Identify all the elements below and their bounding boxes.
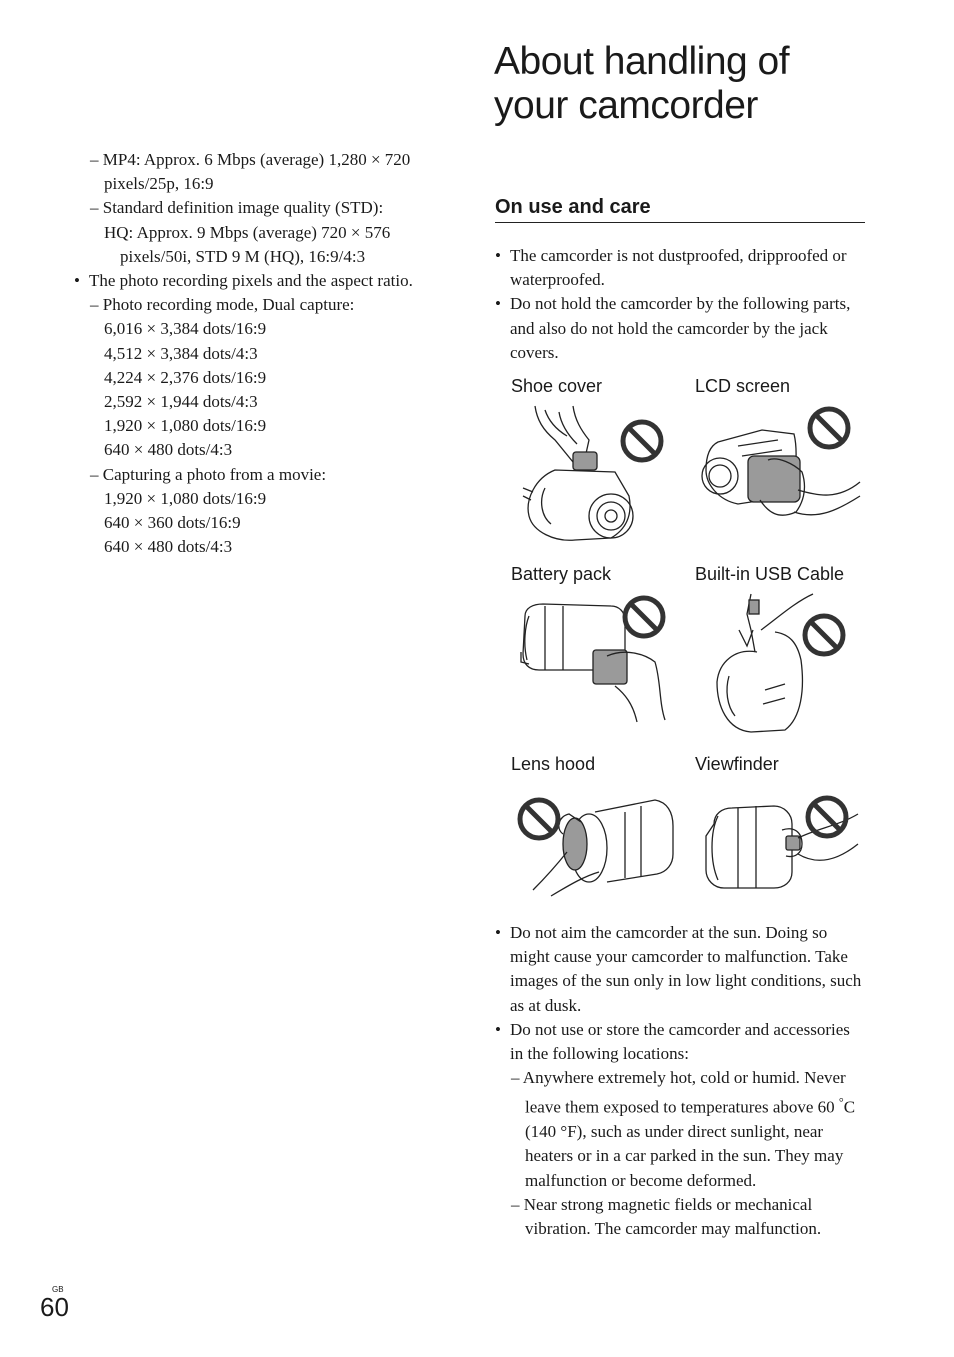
left-column — [72, 148, 462, 559]
fig-label-lens-hood: Lens hood — [511, 754, 596, 774]
fig-label-usb-cable: Built-in USB Cable — [695, 564, 845, 584]
mp4-spec-cont: pixels/25p, 16:9 — [104, 174, 214, 194]
battery-pack-illustration — [515, 592, 675, 727]
title-line-1: About handling of — [494, 40, 790, 83]
fig-label-lcd-screen: LCD screen — [695, 376, 791, 396]
fig-label-shoe-cover: Shoe cover — [511, 376, 603, 396]
fig-label-viewfinder: Viewfinder — [695, 754, 779, 774]
lcd-screen-illustration — [698, 400, 863, 530]
movie-size-line: 640 × 360 dots/16:9 — [104, 513, 241, 533]
prohibited-icon — [810, 409, 848, 447]
shoe-cover-illustration — [515, 400, 670, 550]
title-line-2: your camcorder — [494, 84, 758, 127]
prohibited-icon — [808, 798, 846, 836]
prohibited-icon — [623, 422, 661, 460]
photo-size-line: 6,016 × 3,384 dots/16:9 — [104, 319, 267, 339]
lens-hood-illustration — [515, 792, 680, 902]
photo-mode-heading: – Photo recording mode, Dual capture: — [90, 295, 355, 315]
std-hq-spec: HQ: Approx. 9 Mbps (average) 720 × 576 — [104, 222, 391, 242]
care-bullets — [494, 921, 864, 1241]
bullet-sun: • Do not aim the camcorder at the sun. Doing so might cause your camcorder to malfunction. Take images of the sun only in low light conditions, such as at dusk. — [494, 921, 864, 1018]
prohibited-icon — [520, 800, 558, 838]
page-region-code: GB — [52, 1285, 64, 1294]
movie-size-line: 640 × 480 dots/4:3 — [104, 537, 233, 557]
photo-size-line: 640 × 480 dots/4:3 — [104, 440, 233, 460]
fig-label-battery-pack: Battery pack — [511, 564, 612, 584]
prohibited-icon — [805, 616, 843, 654]
page-title — [494, 40, 914, 128]
photo-pixels-bullet: • The photo recording pixels and the aspect ratio. — [72, 269, 462, 293]
photo-size-line: 4,512 × 3,384 dots/4:3 — [104, 343, 258, 363]
std-hq-spec-cont: pixels/50i, STD 9 M (HQ), 16:9/4:3 — [120, 246, 366, 266]
location-hot: – Anywhere extremely hot, cold or humid. Never leave them exposed to temperatures above 60 °C (140 °F), such as under direct sunlight, near heaters or in a car parked in the sun. They may malfunction or become deformed. — [511, 1068, 856, 1190]
movie-size-line: 1,920 × 1,080 dots/16:9 — [104, 488, 267, 508]
photo-size-line: 2,592 × 1,944 dots/4:3 — [104, 392, 258, 412]
prohibited-icon — [625, 598, 663, 636]
bullet-locations: • Do not use or store the camcorder and accessories in the following locations: — [494, 1018, 864, 1066]
mp4-spec: – MP4: Approx. 6 Mbps (average) 1,280 × 720 — [90, 150, 411, 169]
usb-cable-illustration — [705, 590, 855, 740]
intro-bullets — [494, 244, 864, 365]
page-number: 60 — [40, 1292, 69, 1322]
location-magnetic: – Near strong magnetic fields or mechanical vibration. The camcorder may malfunction. — [511, 1194, 822, 1239]
std-spec: – Standard definition image quality (STD): — [90, 198, 384, 218]
bullet-do-not-hold: • Do not hold the camcorder by the following parts, and also do not hold the camcorder by the jack covers. — [494, 292, 864, 365]
viewfinder-illustration — [698, 792, 863, 902]
capture-movie-heading: – Capturing a photo from a movie: — [90, 464, 327, 484]
degree-symbol: ° — [838, 1095, 844, 1110]
photo-size-line: 4,224 × 2,376 dots/16:9 — [104, 367, 267, 387]
section-heading: On use and care — [495, 194, 865, 223]
bullet-dustproof: • The camcorder is not dustproofed, dripproofed or waterproofed. — [494, 244, 864, 292]
photo-size-line: 1,920 × 1,080 dots/16:9 — [104, 416, 267, 436]
